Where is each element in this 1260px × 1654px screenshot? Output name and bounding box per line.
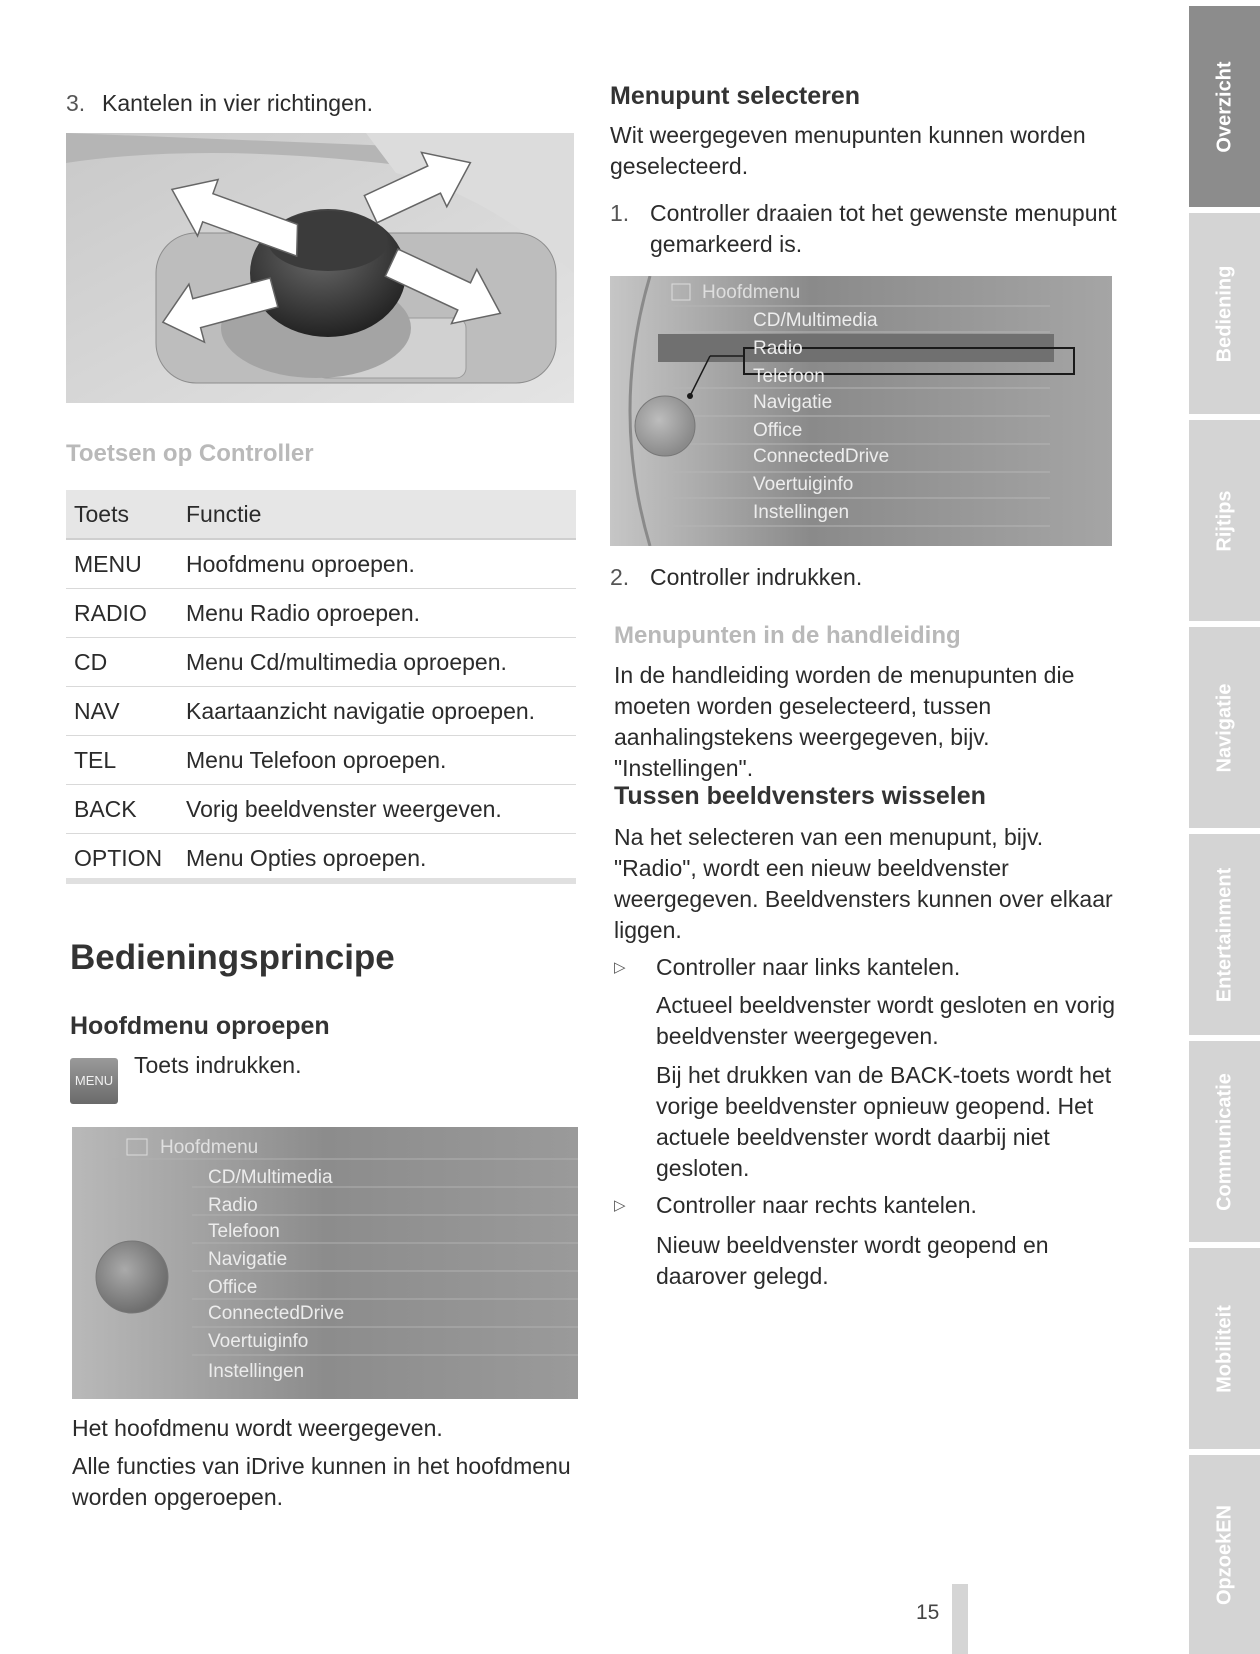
table-row [66,834,576,883]
tab-label: Bediening [1213,265,1235,362]
controller-keys-title: Toetsen op Controller [66,440,314,467]
main-menu-screen-highlighted [610,276,1112,546]
tab-label: Overzicht [1213,60,1235,153]
function-cell: Menu Cd/multimedia oproepen. [178,638,576,687]
paragraph: Bij het drukken van de BACK-toets wordt het vorige beeldvenster opnieuw geopend. Het actuele beeldvenster wordt daarbij niet gesloten. [656,1062,1112,1181]
triangle-bullet-icon: ▷ [614,959,626,976]
hoofdmenu-title: Hoofdmenu oproepen [70,1012,330,1040]
step-text: Controller draaien tot het gewenste menupunt gemarkeerd is. [650,200,1117,257]
tab-entertainment[interactable] [1189,828,1260,1035]
paragraph: In de handleiding worden de menupunten die moeten worden geselecteerd, tussen aanhalingstekens weergegeven, bijv. "Instellingen". [614,662,1075,781]
tab-label: Communicatie [1213,1072,1235,1211]
menu-item: Voertuiginfo [208,1331,309,1352]
tab-mobiliteit[interactable] [1189,1242,1260,1449]
paragraph: Wit weergegeven menupunten kunnen worden geselecteerd. [610,122,1086,179]
tab-navigatie[interactable] [1189,621,1260,828]
tab-label: Mobiliteit [1213,1304,1235,1393]
menu-item: CD/Multimedia [753,310,878,331]
step-number: 3. [66,90,86,116]
step-text: Controller indrukken. [650,564,863,590]
menu-item: Telefoon [753,366,825,387]
table-row [66,785,576,834]
table-row [66,539,576,589]
step-2 [610,562,1120,593]
key-cell: MENU [66,539,178,589]
paragraph: Het hoofdmenu wordt weergegeven. [72,1415,443,1441]
table-row [66,589,576,638]
screen-title: Hoofdmenu [702,282,801,303]
tab-overzicht[interactable] [1189,0,1260,207]
step-3 [66,88,373,119]
menu-item: Office [208,1277,258,1298]
page-number: 15 [916,1601,940,1624]
manual-title: Menupunten in de handleiding [614,622,961,649]
controller-illustration [66,133,574,403]
key-cell: RADIO [66,589,178,638]
tab-bediening[interactable] [1189,207,1260,414]
menu-item: Instellingen [208,1361,305,1382]
section-title: Bedieningsprincipe [70,938,395,977]
function-cell: Menu Opties oproepen. [178,834,576,883]
menu-item: Instellingen [753,502,850,523]
header-function: Functie [178,490,576,539]
menu-item: Navigatie [208,1249,288,1270]
bullet-text: Controller naar links kantelen. [656,954,961,980]
key-cell: OPTION [66,834,178,883]
menu-item: Telefoon [208,1221,280,1242]
paragraph: Alle functies van iDrive kunnen in het hoofdmenu worden opgeroepen. [72,1453,571,1510]
key-cell: BACK [66,785,178,834]
switch-title: Tussen beeldvensters wisselen [614,782,986,810]
step-1 [610,198,1120,260]
key-cell: TEL [66,736,178,785]
tab-rijtips[interactable] [1189,414,1260,621]
menu-item: ConnectedDrive [208,1303,345,1324]
table-row [66,687,576,736]
tab-communicatie[interactable] [1189,1035,1260,1242]
step-number: 2. [610,564,630,590]
function-cell: Menu Telefoon oproepen. [178,736,576,785]
screen-title: Hoofdmenu [160,1137,259,1158]
function-cell: Vorig beeldvenster weergeven. [178,785,576,834]
table-header-row [66,490,576,539]
key-cell: CD [66,638,178,687]
menu-key-instruction: Toets indrukken. [134,1052,302,1078]
menu-item: CD/Multimedia [208,1167,333,1188]
bullet-item [614,1190,1114,1221]
tab-label: Entertainment [1213,867,1235,1002]
paragraph: Actueel beeldvenster wordt gesloten en vorig beeldvenster weergegeven. [656,992,1116,1049]
tab-label: Rijtips [1213,489,1235,552]
key-cell: NAV [66,687,178,736]
function-cell: Kaartaanzicht navigatie oproepen. [178,687,576,736]
select-title: Menupunt selecteren [610,82,861,110]
paragraph: Na het selecteren van een menupunt, bijv. "Radio", wordt een nieuw beeldvenster weergegeven. Beeldvensters kunnen over elkaar liggen. [614,824,1113,943]
bullet-item [614,952,1114,983]
menu-item: Navigatie [753,392,833,413]
tab-label: Navigatie [1213,683,1235,772]
menu-item: ConnectedDrive [753,446,890,467]
paragraph: Nieuw beeldvenster wordt geopend en daarover gelegd. [656,1232,1049,1289]
bullet-text: Controller naar rechts kantelen. [656,1192,977,1218]
controller-keys-table [66,490,576,883]
header-key: Toets [66,490,178,539]
step-text: Kantelen in vier richtingen. [102,90,374,116]
tab-opzoeken[interactable] [1189,1449,1260,1654]
tab-label: OpzoekEN [1213,1504,1235,1605]
menu-item: Office [753,420,803,441]
step-number: 1. [610,200,630,226]
menu-item: Radio [208,1195,258,1216]
table-row [66,638,576,687]
page-number-bar [952,1584,968,1654]
menu-key-icon: MENU [70,1058,118,1104]
side-tabs [1189,0,1260,1654]
function-cell: Hoofdmenu oproepen. [178,539,576,589]
triangle-bullet-icon: ▷ [614,1197,626,1214]
function-cell: Menu Radio oproepen. [178,589,576,638]
menu-item: Radio [753,338,803,359]
table-bottom-rule [66,878,576,884]
table-row [66,736,576,785]
main-menu-screen [72,1127,578,1399]
menu-item: Voertuiginfo [753,474,854,495]
